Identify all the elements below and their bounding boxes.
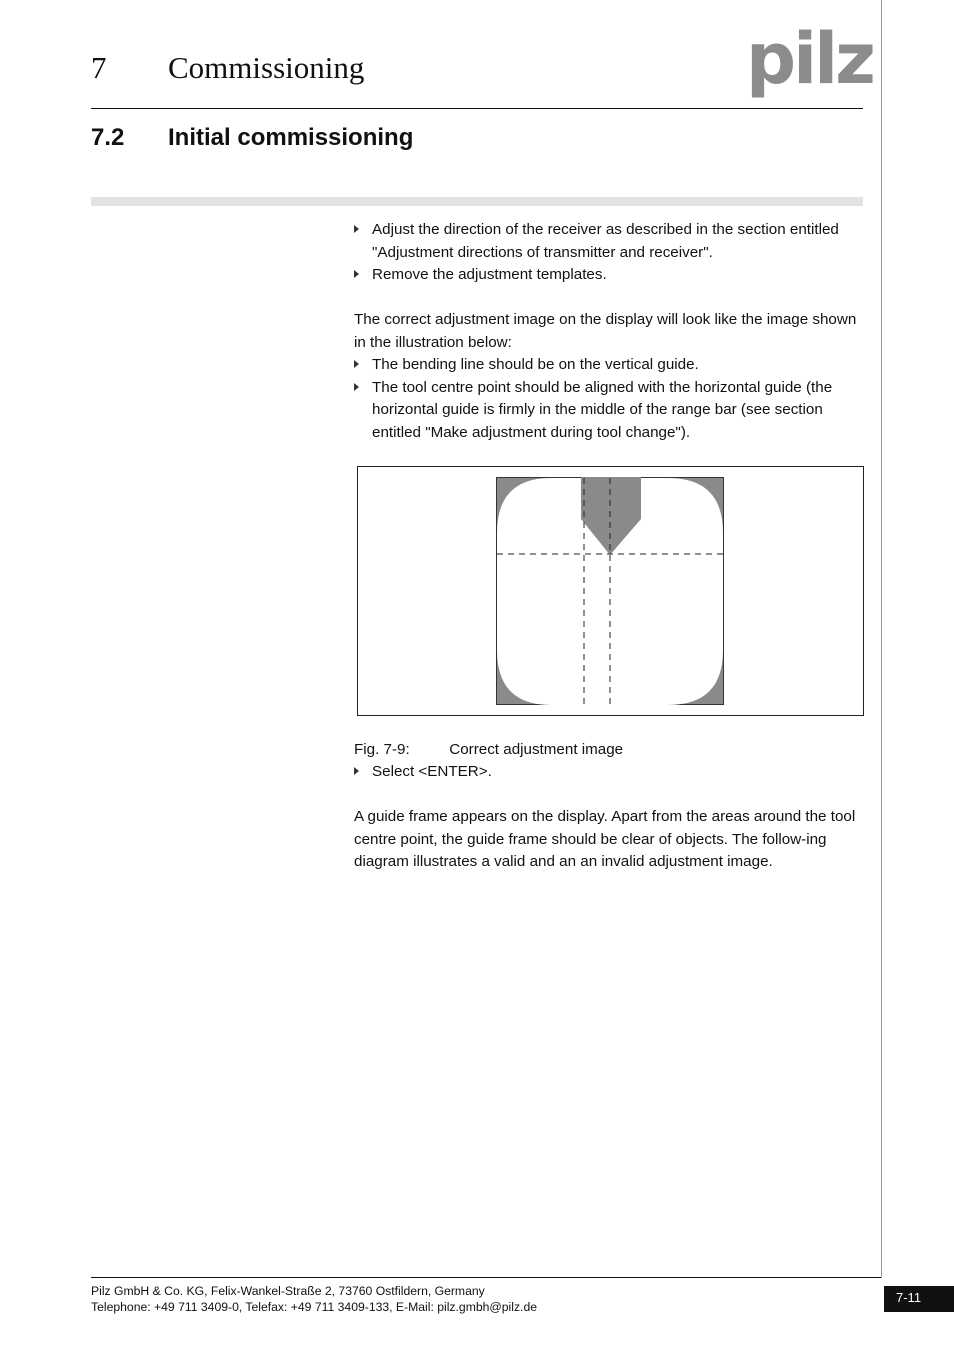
bullet-item [354, 264, 864, 287]
bullet-text: Remove the adjustment templates. [372, 266, 607, 283]
arrow-bullet-icon [354, 767, 359, 775]
arrow-bullet-icon [354, 225, 359, 233]
footer-address: Pilz GmbH & Co. KG, Felix-Wankel-Straße 2, 73760 Ostfildern, Germany [91, 1284, 485, 1298]
arrow-bullet-icon [354, 270, 359, 278]
body-text [354, 219, 864, 444]
bullet-item [354, 219, 864, 264]
header-divider [91, 108, 863, 109]
bullet-item [354, 761, 864, 784]
figure-title: Correct adjustment image [449, 741, 624, 758]
chapter-number: 7 [91, 50, 107, 85]
paragraph: A guide frame appears on the display. Apart from the areas around the tool centre point, the guide frame should be clear of objects. The follow-ing diagram illustrates a valid and an an invalid adjustment image. [354, 808, 856, 870]
section-number: 7.2 [91, 124, 125, 151]
page-edge-rule [881, 0, 882, 1278]
section-band [91, 197, 863, 206]
bullet-text: Adjust the direction of the receiver as described in the section entitled "Adjustment directions of transmitter and receiver". [372, 221, 839, 261]
figure-frame [357, 466, 864, 716]
figure-caption [354, 739, 623, 762]
bullet-text: The bending line should be on the vertical guide. [372, 356, 699, 373]
bullet-item [354, 377, 864, 445]
pilz-logo: pilz [746, 18, 873, 100]
figure-label: Fig. 7-9: [354, 741, 410, 758]
arrow-bullet-icon [354, 360, 359, 368]
section-title: Initial commissioning [168, 124, 414, 151]
bullet-text: Select <ENTER>. [372, 763, 492, 780]
footer-contact: Telephone: +49 711 3409-0, Telefax: +49 711 3409-133, E-Mail: pilz.gmbh@pilz.de [91, 1300, 537, 1314]
footer-divider [91, 1277, 881, 1278]
adjustment-image [496, 477, 724, 706]
body-text-after [354, 761, 864, 874]
arrow-bullet-icon [354, 383, 359, 391]
chapter-title: Commissioning [168, 50, 365, 85]
bullet-item [354, 354, 864, 377]
paragraph: The correct adjustment image on the display will look like the image shown in the illustration below: [354, 311, 857, 351]
footer [91, 1283, 537, 1315]
bullet-text: The tool centre point should be aligned with the horizontal guide (the horizontal guide is firmly in the middle of the range bar (see section entitled "Make adjustment during tool change"). [372, 378, 833, 441]
page-number: 7-11 [884, 1286, 954, 1312]
